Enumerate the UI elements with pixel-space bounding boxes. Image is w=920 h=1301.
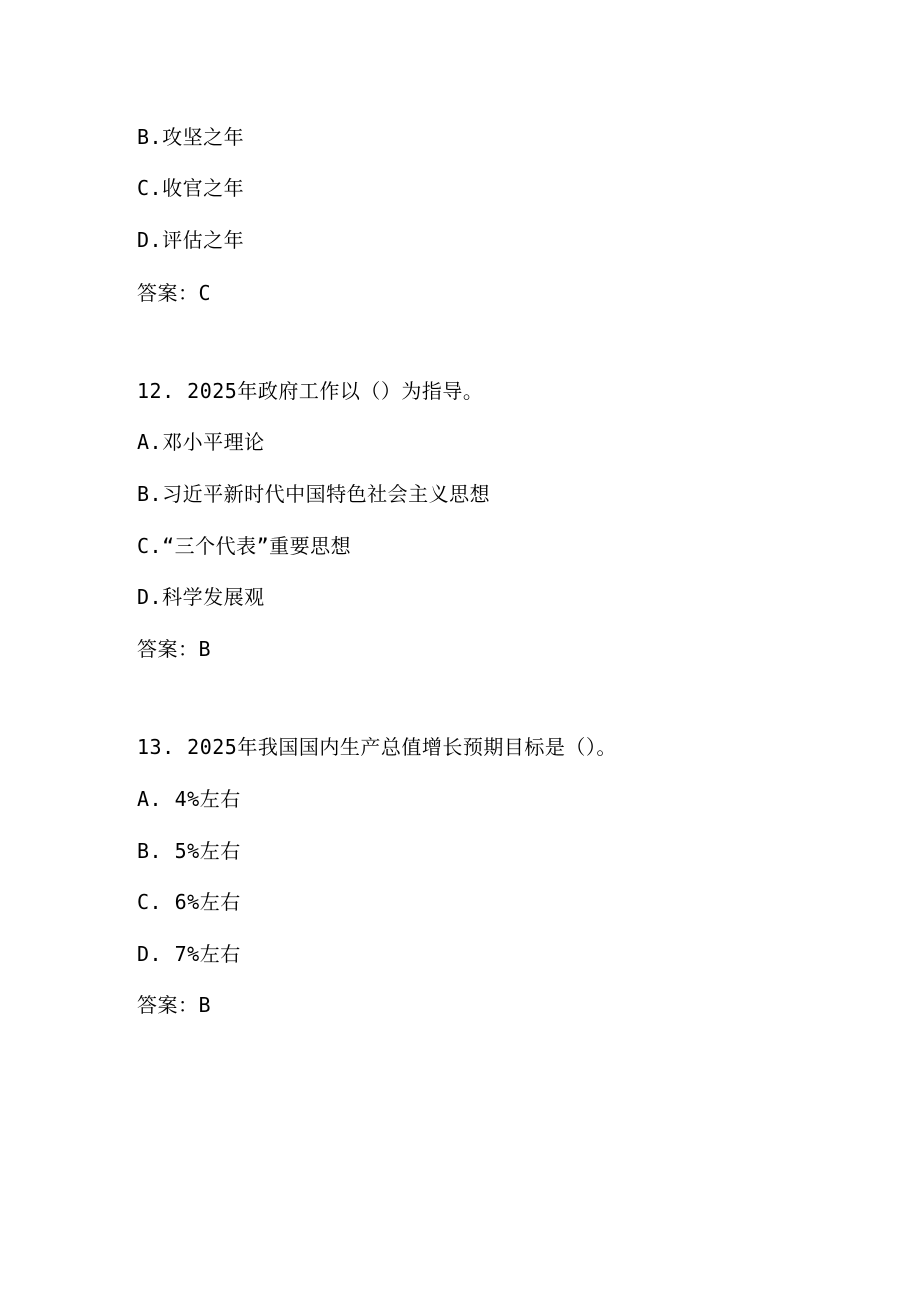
question-13-answer: 答案：B [137,993,212,1017]
question-13-option-c: C. 6%左右 [137,890,241,914]
question-12-option-a: A.邓小平理论 [137,430,265,454]
question-12-option-d: D.科学发展观 [137,585,265,609]
option-d: D.评估之年 [137,228,245,252]
answer: 答案：C [137,281,212,305]
question-13-text: 13. 2025年我国国内生产总值增长预期目标是（）。 [137,735,617,759]
question-12-option-b: B.习近平新时代中国特色社会主义思想 [137,482,491,506]
question-12-text: 12. 2025年政府工作以（）为指导。 [137,379,484,403]
question-13-option-d: D. 7%左右 [137,942,241,966]
question-12-option-c: C.“三个代表”重要思想 [137,534,352,558]
option-b: B.攻坚之年 [137,125,245,149]
question-13-option-a: A. 4%左右 [137,787,241,811]
option-c: C.收官之年 [137,176,245,200]
question-13-option-b: B. 5%左右 [137,839,241,863]
question-12-answer: 答案：B [137,637,212,661]
